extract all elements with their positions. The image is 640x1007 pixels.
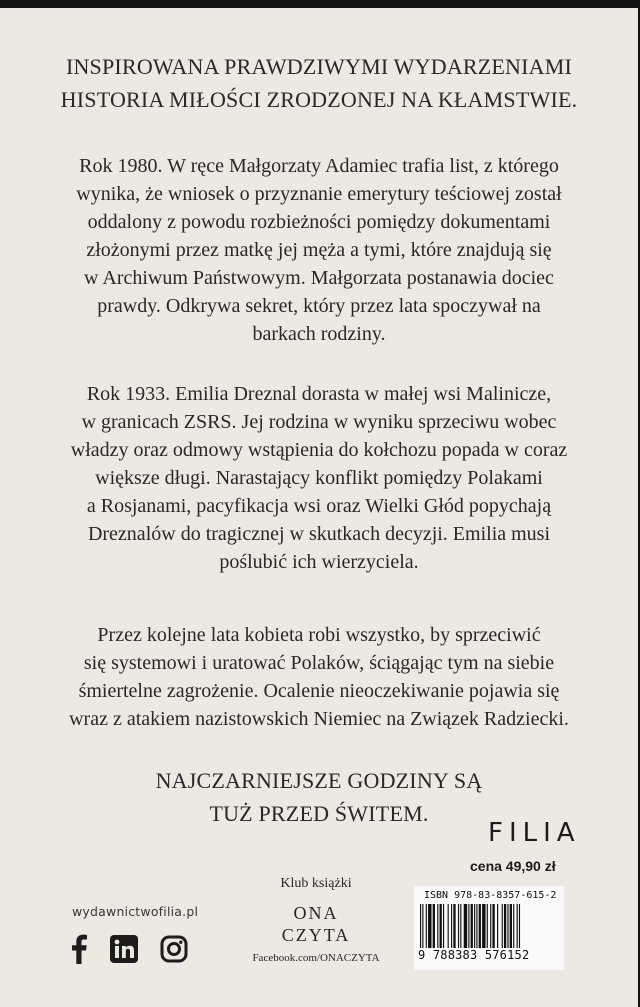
club-logo-line-2: CZYTA — [281, 925, 351, 945]
blurb-line: się systemowi i uratować Polaków, ściągając tym na siebie — [83, 652, 555, 674]
club-title: Klub książki — [280, 876, 352, 891]
blurb-line: w Archiwum Państwowym. Małgorzata postanawia dociec — [84, 267, 554, 289]
barcode-bar — [426, 904, 427, 948]
blurb-paragraph-2 — [0, 380, 638, 576]
linkedin-icon — [110, 935, 138, 963]
barcode-bar — [504, 904, 506, 948]
barcode-bar — [517, 904, 518, 948]
barcode-bar — [468, 904, 469, 948]
club-logo-line-1: ONA — [293, 903, 339, 923]
blurb-line: poślubić ich wierzyciela. — [219, 551, 419, 573]
blurb-line: śmiertelne zagrożenie. Ocalenie nieoczekiwanie pojawia się — [78, 680, 560, 702]
price-label: cena 49,90 zł — [470, 858, 556, 874]
barcode-bar — [453, 904, 455, 948]
headline-top-line-1: INSPIROWANA PRAWDZIWYMI WYDARZENIAMI — [65, 54, 573, 79]
barcode-bar — [507, 904, 508, 948]
blurb-line: większe długi. Narastający konflikt pomiędzy Polakami — [95, 467, 543, 489]
barcode-bar — [476, 904, 477, 948]
headline-bottom-line-2: TUŻ PRZED ŚWITEM. — [209, 801, 429, 826]
blurb-line: wynika, że wniosek o przyznanie emerytury teściowej został — [76, 183, 562, 205]
barcode-bar — [437, 904, 438, 948]
headline-bottom-line-1: NAJCZARNIEJSZE GODZINY SĄ — [155, 768, 483, 793]
barcode-bar — [513, 904, 514, 948]
barcode-bar — [487, 904, 488, 948]
barcode-bars — [420, 904, 558, 948]
barcode-bar — [519, 904, 520, 948]
blurb-paragraph-1 — [0, 152, 638, 348]
blurb-line: barkach rodziny. — [252, 323, 386, 345]
barcode-bar — [448, 904, 449, 948]
barcode-bar — [471, 904, 473, 948]
barcode-bar — [497, 904, 498, 948]
barcode-digits: 9 788383 576152 — [418, 948, 530, 962]
barcode-bar — [420, 904, 421, 948]
blurb-line: Przez kolejne lata kobieta robi wszystko, by sprzeciwić — [97, 624, 541, 646]
book-club-logo — [236, 876, 396, 964]
barcode-bar — [490, 904, 491, 948]
book-back-cover — [0, 8, 638, 1007]
barcode-label — [414, 886, 564, 970]
barcode-bar — [422, 904, 423, 948]
barcode-bar — [433, 904, 435, 948]
blurb-line: Rok 1980. W ręce Małgorzaty Adamiec trafia list, z którego — [79, 155, 559, 177]
blurb-line: władzy oraz odmowy wstąpienia do kołchozu popada w coraz — [70, 439, 568, 461]
blurb-line: Rok 1933. Emilia Dreznal dorasta w małej wsi Malinicze, — [86, 383, 552, 405]
barcode-bar — [451, 904, 452, 948]
barcode-bar — [479, 904, 481, 948]
social-icons — [70, 934, 188, 964]
barcode-bar — [492, 904, 494, 948]
blurb-paragraph-3 — [0, 621, 638, 733]
club-facebook: Facebook.com/ONACZYTA — [252, 952, 380, 964]
barcode-bar — [464, 904, 467, 948]
barcode-bar — [474, 904, 475, 948]
blurb-line: a Rosjanami, pacyfikacja wsi oraz Wielki Głód popychają — [86, 495, 552, 517]
headline-top — [0, 50, 638, 116]
facebook-icon — [70, 934, 88, 964]
blurb-line: w granicach ZSRS. Jej rodzina w wyniku sprzeciwu wobec — [81, 411, 557, 433]
blurb-line: prawdy. Odkrywa sekret, który przez lata spoczywał na — [97, 295, 541, 317]
isbn-text: ISBN 978-83-8357-615-2 — [424, 890, 557, 901]
barcode-bar — [443, 904, 444, 948]
barcode-bar — [510, 904, 512, 948]
blurb-line: wraz z atakiem nazistowskich Niemiec na Związek Radziecki. — [69, 708, 569, 730]
headline-top-line-2: HISTORIA MIŁOŚCI ZRODZONEJ NA KŁAMSTWIE. — [60, 87, 578, 112]
instagram-icon — [160, 935, 188, 963]
blurb-line: Dreznalów do tragicznej w skutkach decyzji. Emilia musi — [87, 523, 551, 545]
barcode-bar — [482, 904, 485, 948]
barcode-bar — [460, 904, 461, 948]
barcode-bar — [440, 904, 442, 948]
publisher-website: wydawnictwofilia.pl — [72, 904, 199, 919]
blurb-line: złożonymi przez matkę jej męża a tymi, które znajdują się — [86, 239, 552, 261]
barcode-bar — [428, 904, 431, 948]
publisher-logo: FILIA — [488, 818, 581, 848]
barcode-bar — [458, 904, 459, 948]
barcode-bar — [502, 904, 503, 948]
blurb-line: oddalony z powodu rozbieżności pomiędzy dokumentami — [87, 211, 551, 233]
